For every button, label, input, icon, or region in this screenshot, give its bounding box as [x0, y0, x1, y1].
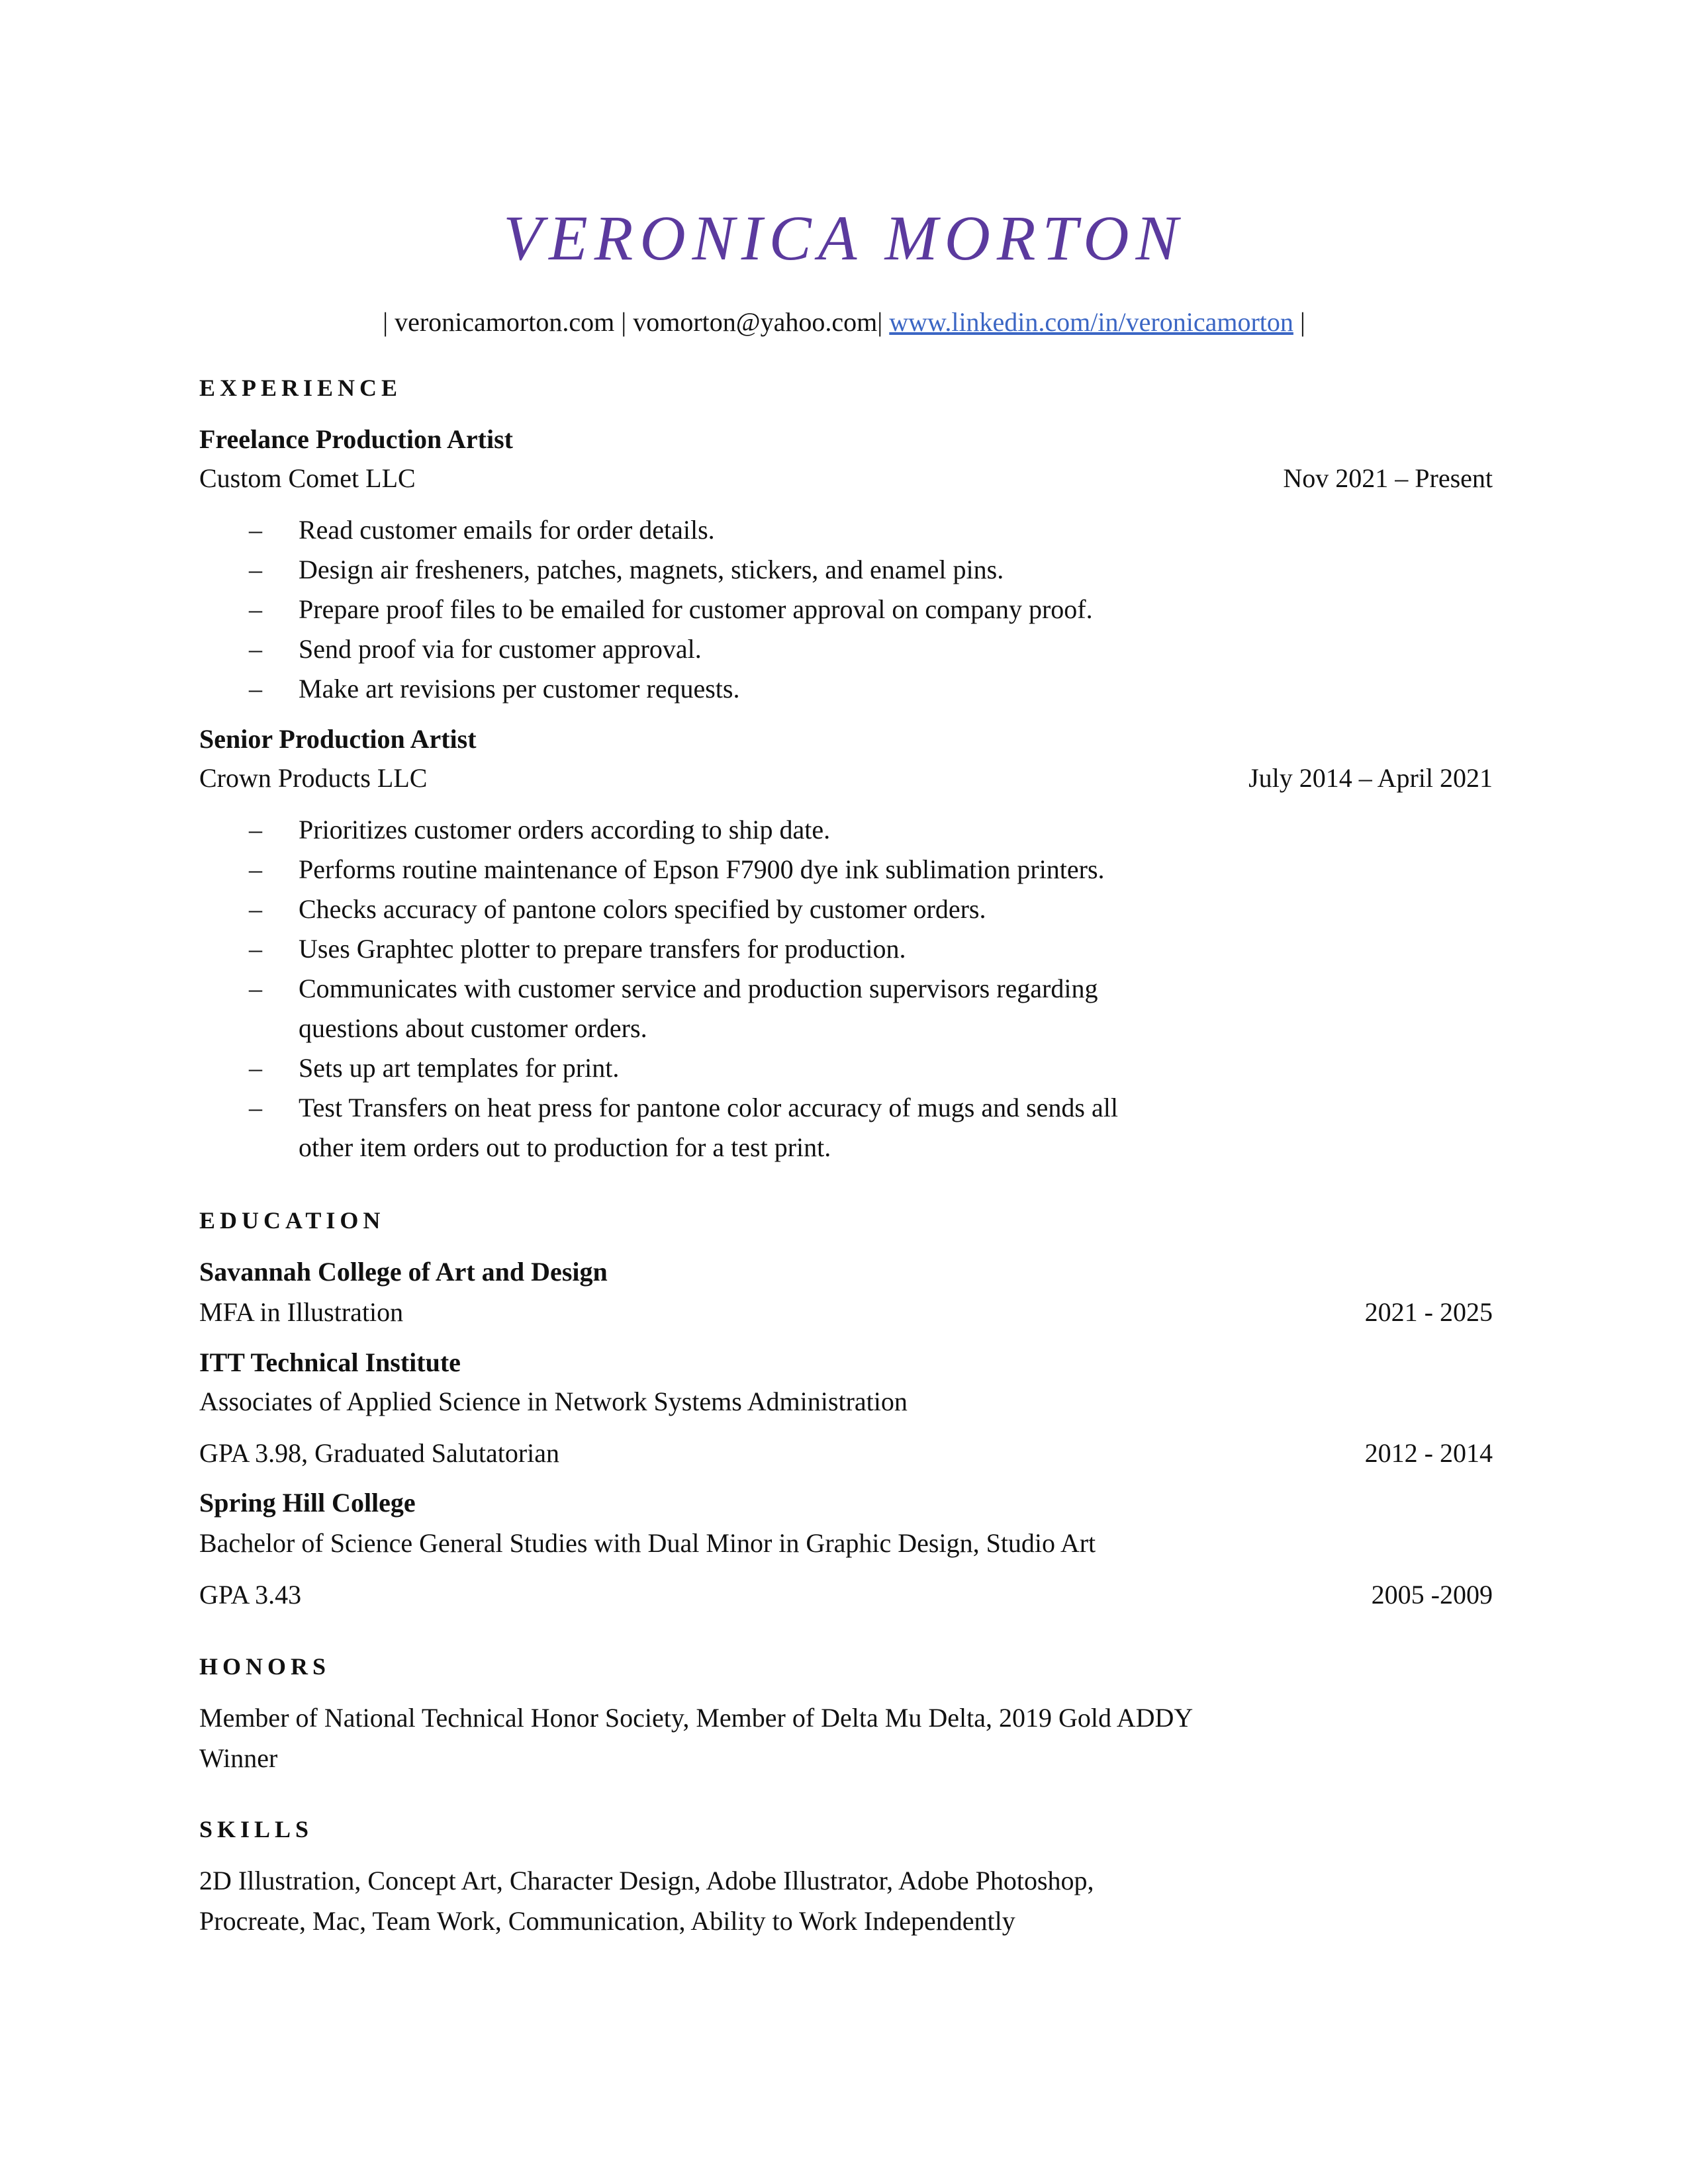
- section-heading-experience: EXPERIENCE: [199, 375, 402, 401]
- school-name: ITT Technical Institute: [199, 1347, 461, 1377]
- bullet-dash-icon: –: [249, 1093, 262, 1122]
- school-degree: MFA in Illustration: [199, 1297, 404, 1327]
- school-name: Spring Hill College: [199, 1488, 416, 1518]
- bullet-dash-icon: –: [249, 934, 262, 964]
- job-bullet: other item orders out to production for a test print.: [299, 1132, 831, 1162]
- job-dates: Nov 2021 – Present: [1283, 463, 1493, 493]
- job-bullet: Make art revisions per customer requests.: [299, 674, 740, 704]
- job-bullet: Send proof via for customer approval.: [299, 634, 702, 664]
- separator: |: [877, 307, 883, 337]
- job-title: Senior Production Artist: [199, 724, 477, 754]
- job-dates: July 2014 – April 2021: [1248, 763, 1493, 793]
- job-title: Freelance Production Artist: [199, 424, 513, 454]
- job-bullet: Communicates with customer service and production supervisors regarding: [299, 974, 1098, 1003]
- bullet-dash-icon: –: [249, 555, 262, 584]
- job-company: Custom Comet LLC: [199, 463, 416, 493]
- bullet-dash-icon: –: [249, 515, 262, 545]
- website: veronicamorton.com: [395, 307, 615, 337]
- bullet-dash-icon: –: [249, 854, 262, 884]
- email: vomorton@yahoo.com: [633, 307, 878, 337]
- bullet-dash-icon: –: [249, 634, 262, 664]
- job-bullet: Prioritizes customer orders according to ship date.: [299, 815, 831, 844]
- separator: |: [621, 307, 627, 337]
- school-degree: Associates of Applied Science in Network Systems Administration: [199, 1387, 908, 1416]
- job-bullet: questions about customer orders.: [299, 1013, 647, 1043]
- school-dates: 2012 - 2014: [1364, 1438, 1493, 1468]
- job-bullet: Prepare proof files to be emailed for customer approval on company proof.: [299, 594, 1093, 624]
- job-bullet: Uses Graphtec plotter to prepare transfers for production.: [299, 934, 906, 964]
- skills-text: Procreate, Mac, Team Work, Communication, Ability to Work Independently: [199, 1906, 1015, 1936]
- section-heading-honors: HONORS: [199, 1653, 331, 1680]
- job-bullet: Read customer emails for order details.: [299, 515, 715, 545]
- candidate-name: VERONICA MORTON: [503, 203, 1185, 273]
- honors-text: Winner: [199, 1743, 278, 1773]
- school-name: Savannah College of Art and Design: [199, 1257, 608, 1287]
- school-detail: GPA 3.98, Graduated Salutatorian: [199, 1438, 560, 1468]
- job-bullet: Performs routine maintenance of Epson F7900 dye ink sublimation printers.: [299, 854, 1105, 884]
- bullet-dash-icon: –: [249, 974, 262, 1003]
- section-heading-education: EDUCATION: [199, 1207, 385, 1234]
- bullet-dash-icon: –: [249, 815, 262, 844]
- bullet-dash-icon: –: [249, 674, 262, 704]
- honors-text: Member of National Technical Honor Society, Member of Delta Mu Delta, 2019 Gold ADDY: [199, 1703, 1194, 1733]
- school-dates: 2021 - 2025: [1364, 1297, 1493, 1327]
- separator: |: [1299, 307, 1305, 337]
- bullet-dash-icon: –: [249, 594, 262, 624]
- job-bullet: Test Transfers on heat press for pantone color accuracy of mugs and sends all: [299, 1093, 1118, 1122]
- bullet-dash-icon: –: [249, 894, 262, 924]
- bullet-dash-icon: –: [249, 1053, 262, 1083]
- job-bullet: Checks accuracy of pantone colors specified by customer orders.: [299, 894, 986, 924]
- job-bullet: Design air fresheners, patches, magnets, stickers, and enamel pins.: [299, 555, 1004, 584]
- school-degree: Bachelor of Science General Studies with Dual Minor in Graphic Design, Studio Art: [199, 1528, 1096, 1558]
- separator: |: [383, 307, 389, 337]
- school-dates: 2005 -2009: [1371, 1580, 1493, 1610]
- linkedin-link[interactable]: www.linkedin.com/in/veronicamorton: [889, 307, 1293, 337]
- job-company: Crown Products LLC: [199, 763, 428, 793]
- school-detail: GPA 3.43: [199, 1580, 302, 1610]
- job-bullet: Sets up art templates for print.: [299, 1053, 620, 1083]
- section-heading-skills: SKILLS: [199, 1816, 314, 1843]
- contact-line: [0, 302, 1688, 342]
- skills-text: 2D Illustration, Concept Art, Character Design, Adobe Illustrator, Adobe Photoshop,: [199, 1866, 1094, 1895]
